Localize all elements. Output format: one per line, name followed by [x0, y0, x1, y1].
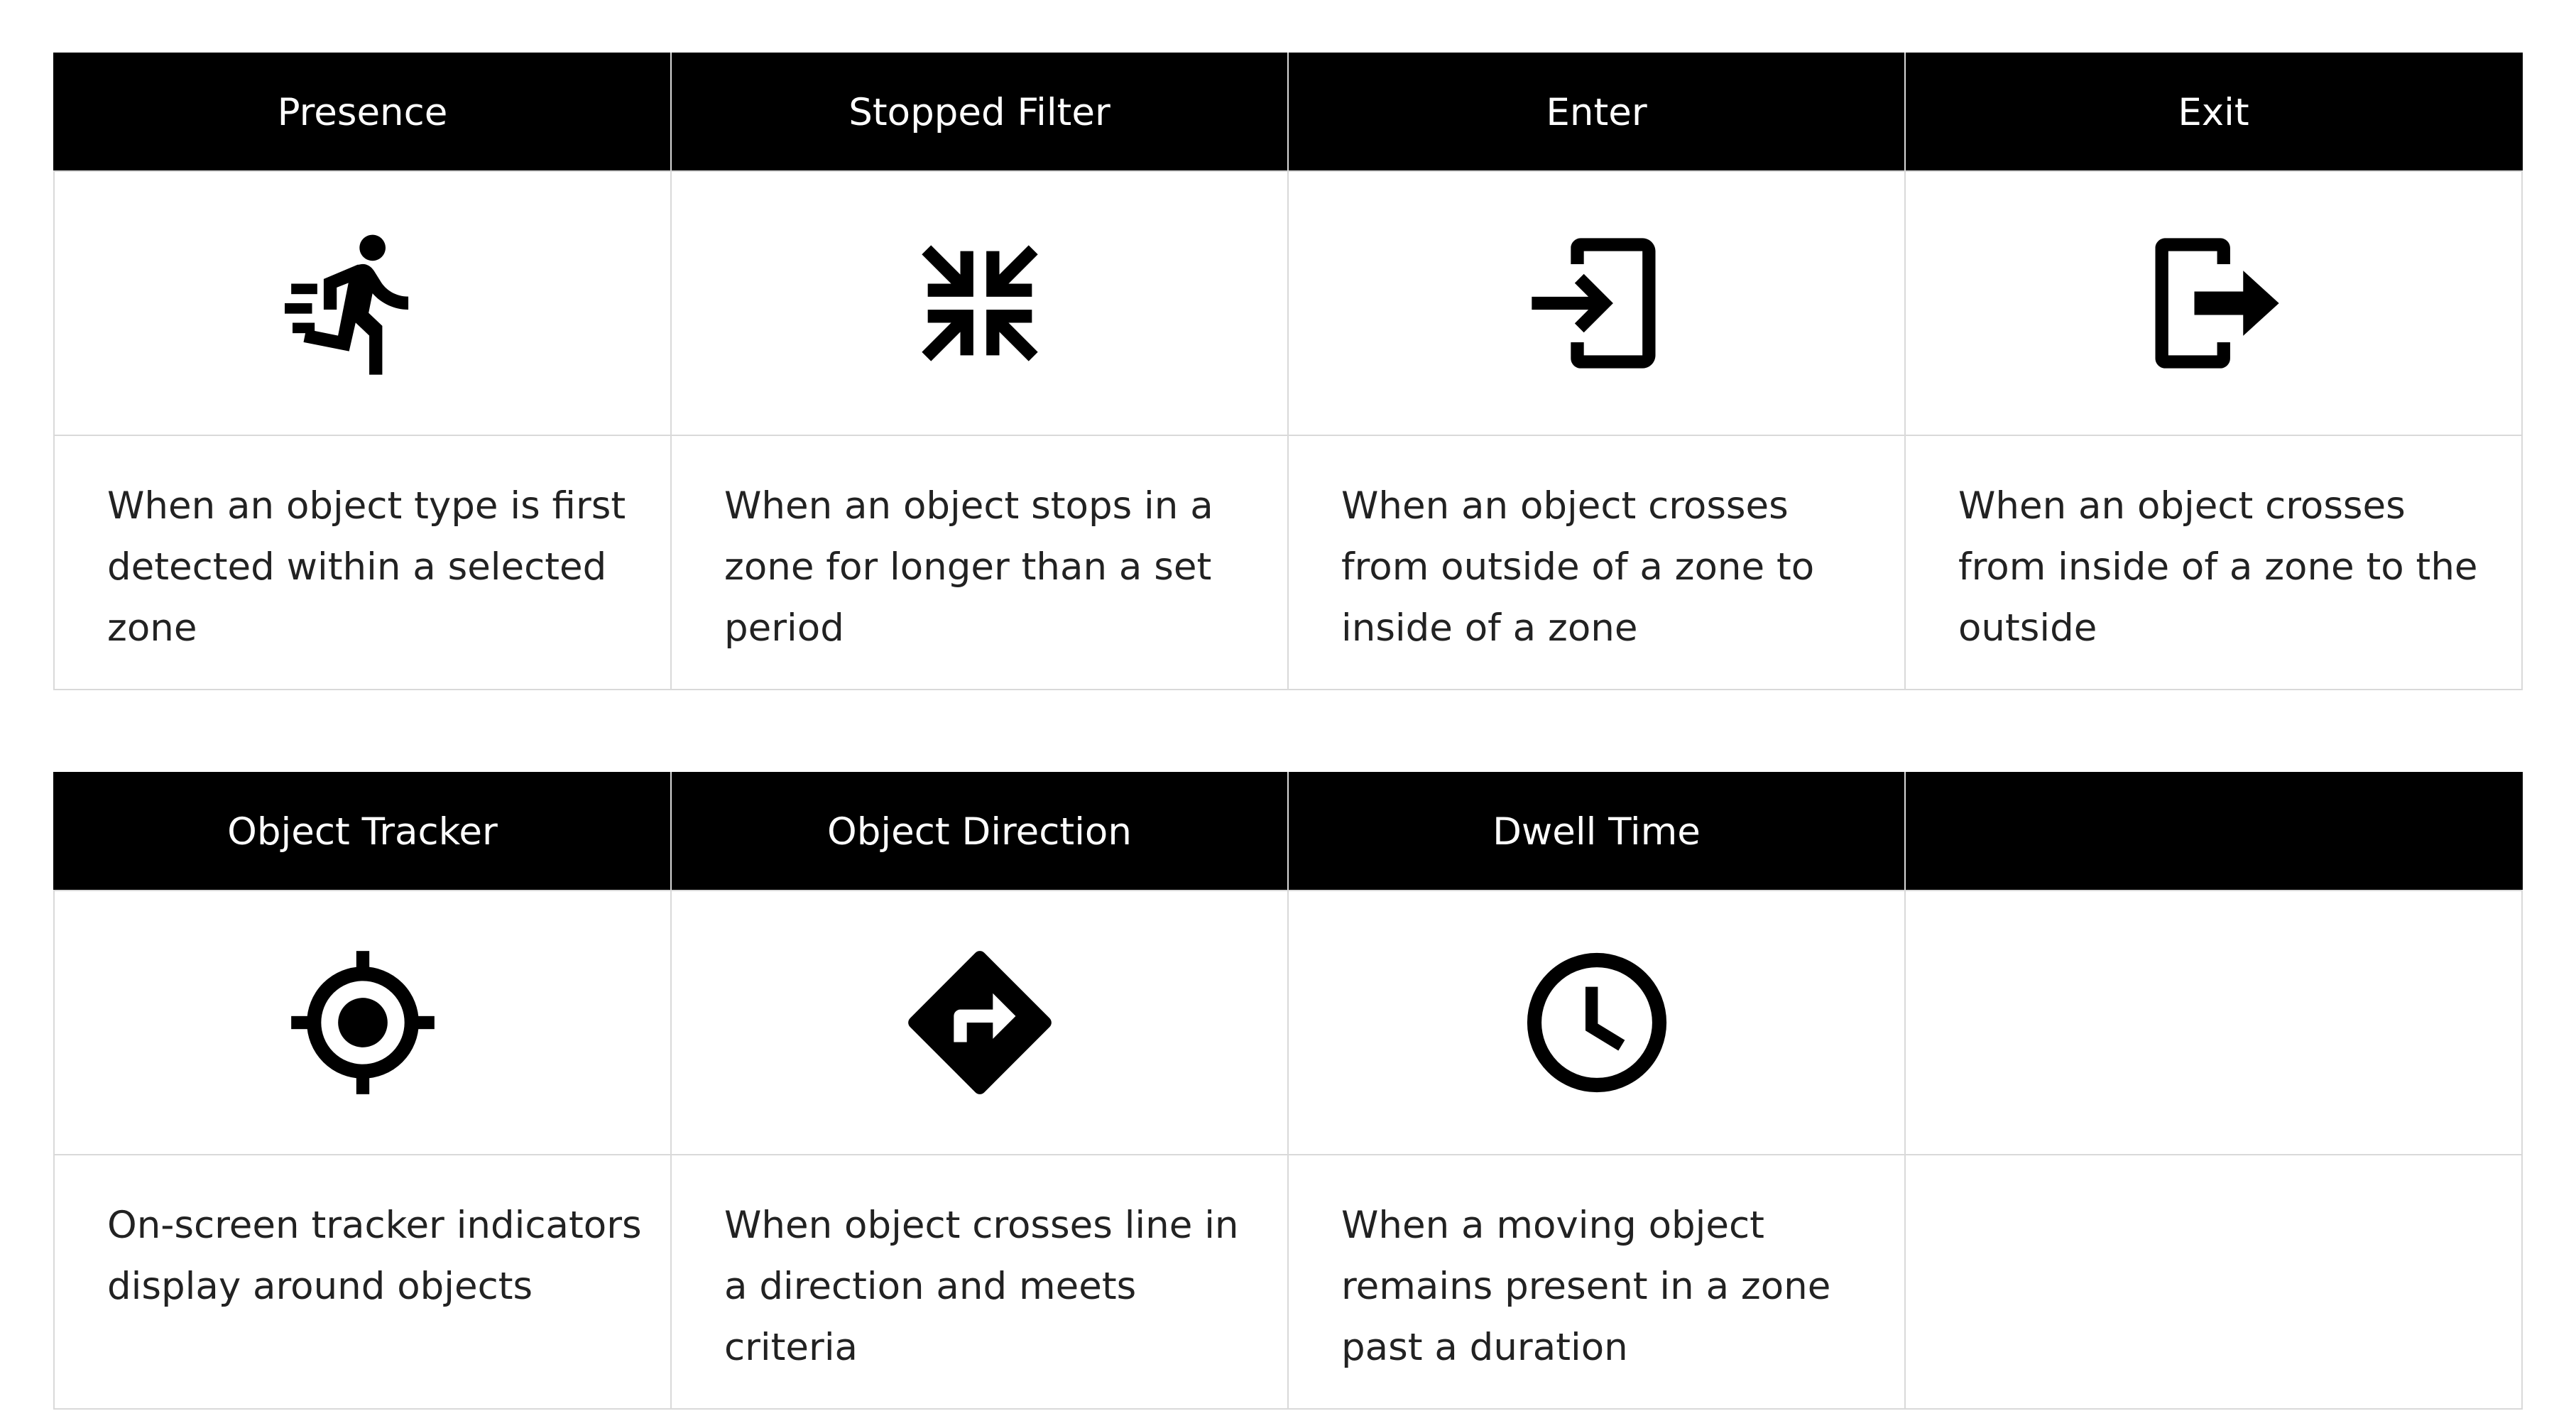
description-exit: When an object crosses from inside of a zone to the outside — [1905, 435, 2522, 690]
description-row — [54, 1155, 2522, 1409]
icon-cell-stopped-filter — [671, 171, 1288, 435]
description-object-tracker: On-screen tracker indicators display around objects — [54, 1155, 671, 1409]
header-object-tracker: Object Tracker — [54, 773, 671, 891]
description-enter: When an object crosses from outside of a zone to inside of a zone — [1288, 435, 1905, 690]
header-presence: Presence — [54, 53, 671, 171]
trigger-table-2 — [53, 772, 2523, 1410]
clock-icon — [1519, 944, 1675, 1101]
header-dwell-time: Dwell Time — [1288, 773, 1905, 891]
description-empty — [1905, 1155, 2522, 1409]
header-row — [54, 773, 2522, 891]
description-stopped-filter: When an object stops in a zone for longer than a set period — [671, 435, 1288, 690]
header-stopped-filter: Stopped Filter — [671, 53, 1288, 171]
icon-cell-dwell-time — [1288, 891, 1905, 1155]
description-dwell-time: When a moving object remains present in a zone past a duration — [1288, 1155, 1905, 1409]
header-object-direction: Object Direction — [671, 773, 1288, 891]
icon-cell-object-tracker — [54, 891, 671, 1155]
login-icon — [1519, 225, 1675, 381]
icon-cell-exit — [1905, 171, 2522, 435]
header-empty — [1905, 773, 2522, 891]
icon-row — [54, 171, 2522, 435]
crosshair-target-icon — [285, 944, 441, 1101]
description-presence: When an object type is first detected within a selected zone — [54, 435, 671, 690]
icon-cell-empty — [1905, 891, 2522, 1155]
header-row — [54, 53, 2522, 171]
icon-cell-enter — [1288, 171, 1905, 435]
logout-icon — [2136, 225, 2292, 381]
description-row — [54, 435, 2522, 690]
direction-sign-icon — [902, 944, 1058, 1101]
trigger-table-1 — [53, 53, 2523, 690]
icon-cell-object-direction — [671, 891, 1288, 1155]
header-exit: Exit — [1905, 53, 2522, 171]
running-person-icon — [285, 225, 441, 381]
collapse-arrows-icon — [902, 225, 1058, 381]
icon-row — [54, 891, 2522, 1155]
icon-cell-presence — [54, 171, 671, 435]
header-enter: Enter — [1288, 53, 1905, 171]
description-object-direction: When object crosses line in a direction and meets criteria — [671, 1155, 1288, 1409]
